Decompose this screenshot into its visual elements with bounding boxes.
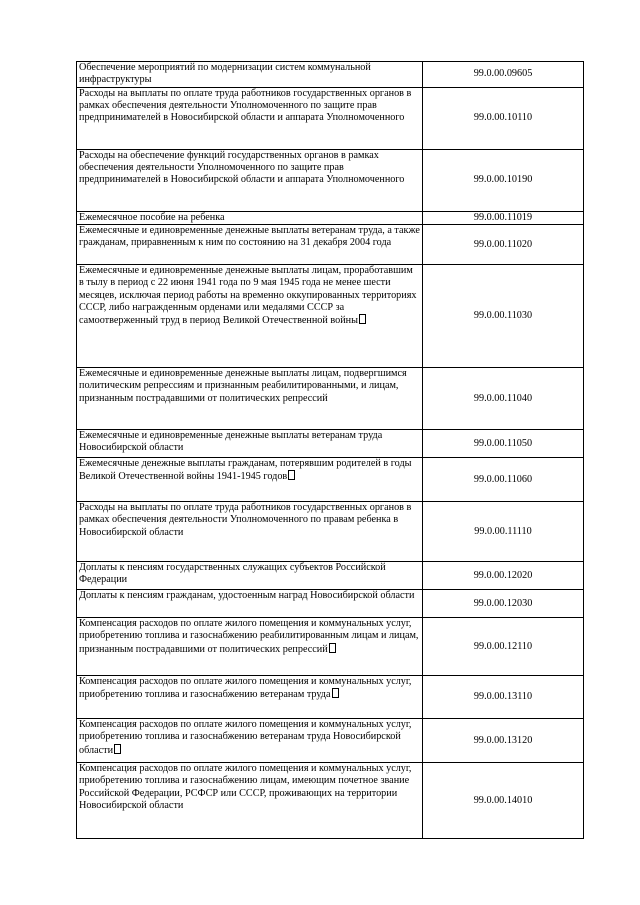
expense-name-text: Ежемесячные и единовременные денежные выплаты лицам, проработавшим в тылу в период с 22 июня 1941 года по 9 мая 1945 года не менее шести месяцев, исключая период работы на временно оккупированных территориях СССР, либо награжденным орденами или медалями СССР за самоотверженный труд в период Великой Отечественной войны (79, 265, 417, 327)
expense-name-text: Расходы на обеспечение функций государственных органов в рамках обеспечения деятельности Уполномоченного по защите прав предпринимателей в Новосибирской области и аппарата Уполномоченного (79, 150, 405, 186)
table-row (77, 590, 584, 618)
target-article-code-cell: 99.0.00.13120 (423, 719, 584, 763)
expense-name-cell (77, 265, 423, 368)
expense-name-text: Ежемесячное пособие на ребенка (79, 212, 225, 223)
table-row (77, 265, 584, 368)
expense-name-text: Ежемесячные и единовременные денежные выплаты ветеранам труда, а также гражданам, приравненным к ним по состоянию на 31 декабря 2004 года (79, 225, 420, 249)
table-row (77, 763, 584, 839)
target-article-code-cell: 99.0.00.14010 (423, 763, 584, 839)
expense-name-text: Доплаты к пенсиям государственных служащих субъектов Российской Федерации (79, 562, 386, 586)
expense-name-cell (77, 430, 423, 458)
expense-name-text: Доплаты к пенсиям гражданам, удостоенным наград Новосибирской области (79, 590, 415, 602)
budget-classification-table (76, 61, 584, 839)
table-row (77, 458, 584, 502)
missing-glyph-icon (329, 643, 336, 653)
expense-name-text: Компенсация расходов по оплате жилого помещения и коммунальных услуг, приобретению топлива и газоснабжению ветеранам труда (79, 676, 412, 701)
expense-name-cell (77, 676, 423, 719)
expense-name-cell (77, 502, 423, 562)
expense-name-cell (77, 562, 423, 590)
expense-name-text: Ежемесячные денежные выплаты гражданам, потерявшим родителей в годы Великой Отечественной войны 1941-1945 годов (79, 458, 412, 483)
target-article-code-cell: 99.0.00.12030 (423, 590, 584, 618)
missing-glyph-icon (288, 470, 295, 480)
target-article-code-cell: 99.0.00.11050 (423, 430, 584, 458)
expense-name-cell (77, 212, 423, 225)
table-row (77, 88, 584, 150)
expense-name-cell (77, 225, 423, 265)
table-row (77, 676, 584, 719)
target-article-code-cell: 99.0.00.11020 (423, 225, 584, 265)
table-row (77, 502, 584, 562)
expense-name-cell (77, 719, 423, 763)
table-row (77, 225, 584, 265)
target-article-code-cell: 99.0.00.13110 (423, 676, 584, 719)
target-article-code-cell: 99.0.00.11110 (423, 502, 584, 562)
expense-name-cell (77, 150, 423, 212)
expense-name-text: Ежемесячные и единовременные денежные выплаты ветеранам труда Новосибирской области (79, 430, 383, 454)
target-article-code-cell: 99.0.00.11019 (423, 212, 584, 225)
missing-glyph-icon (114, 744, 121, 754)
expense-name-cell (77, 618, 423, 676)
target-article-code-cell: 99.0.00.09605 (423, 62, 584, 88)
table-row (77, 562, 584, 590)
expense-name-cell (77, 763, 423, 839)
target-article-code-cell: 99.0.00.11030 (423, 265, 584, 368)
target-article-code-cell: 99.0.00.12110 (423, 618, 584, 676)
budget-code-sheet (76, 61, 584, 839)
table-row (77, 618, 584, 676)
table-row (77, 212, 584, 225)
expense-name-cell (77, 590, 423, 618)
table-row (77, 150, 584, 212)
missing-glyph-icon (359, 314, 366, 324)
expense-name-text: Обеспечение мероприятий по модернизации систем коммунальной инфраструктуры (79, 62, 371, 86)
target-article-code-cell: 99.0.00.11060 (423, 458, 584, 502)
expense-name-text: Расходы на выплаты по оплате труда работников государственных органов в рамках обеспечения деятельности Уполномоченного по защите прав предпринимателей в Новосибирской области и аппарата Уполномоченного (79, 88, 412, 124)
target-article-code-cell: 99.0.00.10110 (423, 88, 584, 150)
expense-name-cell (77, 62, 423, 88)
expense-name-text: Компенсация расходов по оплате жилого помещения и коммунальных услуг, приобретению топлива и газоснабжению реабилитированным лицам и лицам, признанным пострадавшими от политических репрессий (79, 618, 419, 655)
table-row (77, 719, 584, 763)
expense-name-cell (77, 368, 423, 430)
expense-name-text: Расходы на выплаты по оплате труда работников государственных органов в рамках обеспечения деятельности Уполномоченного по правам ребенка в Новосибирской области (79, 502, 412, 538)
missing-glyph-icon (332, 688, 339, 698)
target-article-code-cell: 99.0.00.12020 (423, 562, 584, 590)
expense-name-cell (77, 458, 423, 502)
table-body (77, 62, 584, 839)
table-row (77, 368, 584, 430)
table-row (77, 62, 584, 88)
target-article-code-cell: 99.0.00.10190 (423, 150, 584, 212)
target-article-code-cell: 99.0.00.11040 (423, 368, 584, 430)
expense-name-text: Ежемесячные и единовременные денежные выплаты лицам, подвергшимся политическим репрессиям и признанным реабилитированными, и лицам, признанным пострадавшими от политических репрессий (79, 368, 407, 404)
expense-name-cell (77, 88, 423, 150)
table-row (77, 430, 584, 458)
expense-name-text: Компенсация расходов по оплате жилого помещения и коммунальных услуг, приобретению топлива и газоснабжению лицам, имеющим почетное звание Российской Федерации, РСФСР или СССР, проживающих на территории Новосибирской области (79, 763, 412, 811)
expense-name-text: Компенсация расходов по оплате жилого помещения и коммунальных услуг, приобретению топлива и газоснабжению ветеранам труда Новосибирской области (79, 719, 412, 756)
